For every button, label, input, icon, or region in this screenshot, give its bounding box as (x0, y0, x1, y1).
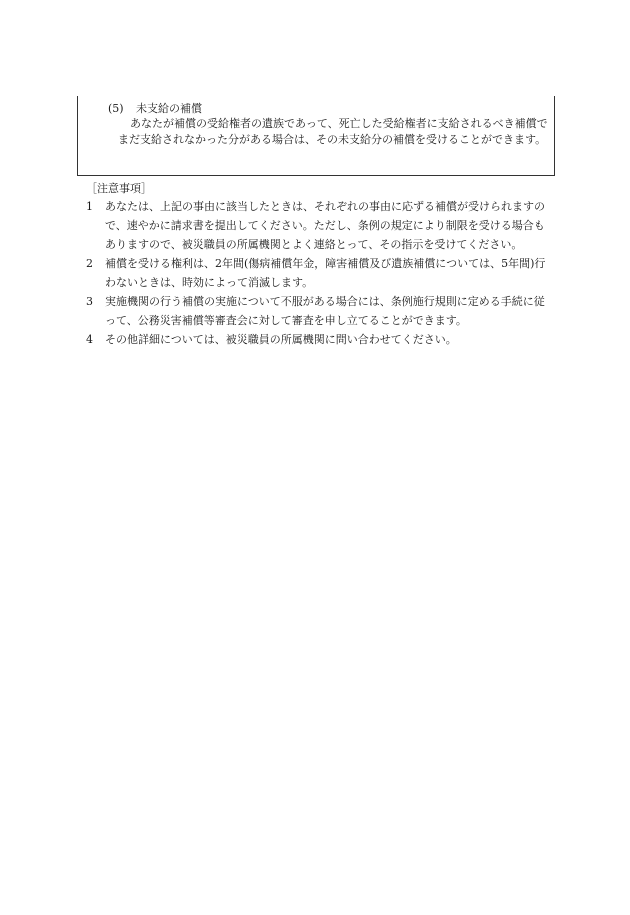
notes-title: ［注意事項］ (86, 182, 152, 195)
note-number: 4 (86, 333, 93, 346)
note-number: 3 (86, 295, 93, 308)
note-item (86, 292, 554, 330)
note-item (86, 197, 554, 254)
notes-list (86, 197, 554, 349)
section-5-title: 未支給の補償 (136, 102, 202, 115)
section-5-heading (108, 100, 202, 116)
section-5-box (77, 96, 555, 176)
note-number: 2 (86, 257, 93, 270)
note-text: その他詳細については、被災職員の所属機関に問い合わせてください。 (105, 333, 457, 346)
note-text: あなたは、上記の事由に該当したときは、それぞれの事由に応ずる補償が受けられますので、速やかに請求書を提出してください。ただし、条例の規定により制限を受ける場合もありますので、被災職員の所属機関とよく連絡とって、その指示を受けてください。 (105, 200, 545, 251)
section-5-number: (5) (108, 102, 124, 115)
note-text: 補償を受ける権利は、2年間(傷病補償年金，障害補償及び遺族補償については、5年間)行わないときは、時効によって消滅します。 (105, 257, 546, 289)
note-item (86, 330, 554, 349)
section-5-body: あなたが補償の受給権者の遺族であって、死亡した受給権者に支給されるべき補償でまだ支給されなかった分がある場合は、その未支給分の補償を受けることができます。 (118, 117, 548, 146)
note-item (86, 254, 554, 292)
note-number: 1 (86, 200, 93, 213)
note-text: 実施機関の行う補償の実施について不服がある場合には、条例施行規則に定める手続に従って、公務災害補償等審査会に対して審査を申し立てることができます。 (105, 295, 545, 327)
